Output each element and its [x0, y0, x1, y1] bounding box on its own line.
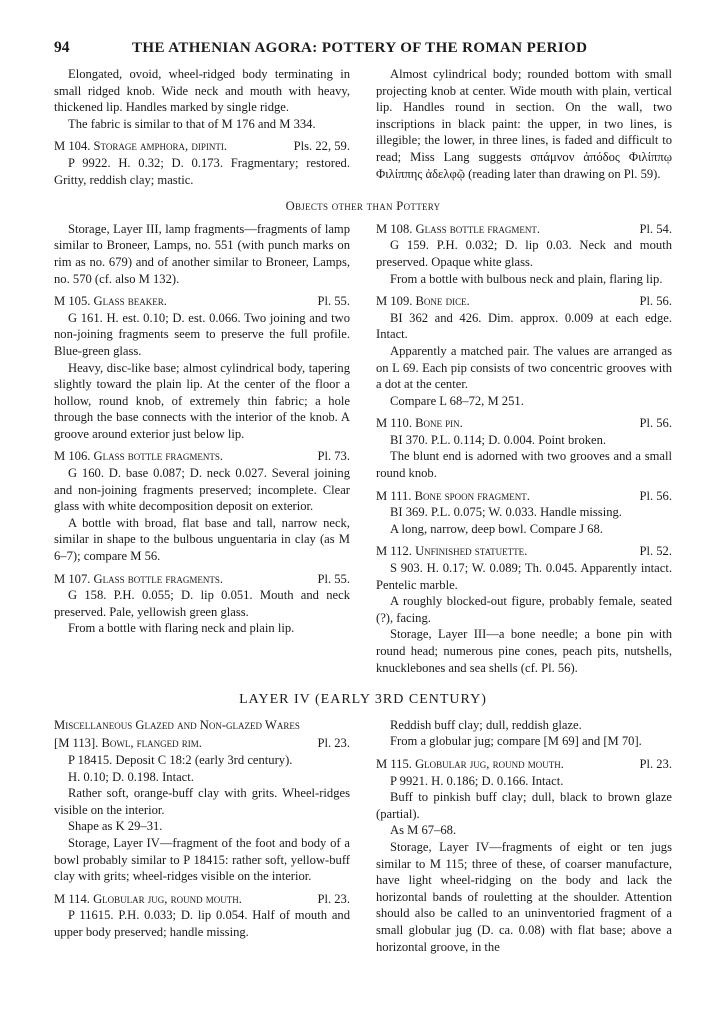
plate-ref: Pl. 54.: [639, 221, 672, 236]
plate-ref: Pl. 56.: [639, 294, 672, 309]
plate-ref: Pl. 52.: [639, 544, 672, 559]
catalog-entry-m111: [376, 488, 672, 538]
entry-title: M 104. Storage amphora, dipinti.: [54, 139, 227, 154]
catalog-entry-m106: [54, 448, 350, 564]
paragraph: Storage, Layer IV—fragments of eight or ten jugs similar to M 115; three of these, of coarser manufacture, have light wheel-ridging on the body and lack the horizontal bands of rouletting at the shoulder. Attention should also be called to an uninventoried fragment of a small globular jug (D. ca. 0.08) with flat base; above a horizontal groove, in the: [376, 839, 672, 954]
entry-title: M 110. Bone pin.: [376, 416, 463, 431]
paragraph: P 9921. H. 0.186; D. 0.166. Intact.: [390, 773, 564, 788]
plate-ref: Pl. 23.: [639, 756, 672, 771]
paragraph: P 9922. H. 0.32; D. 0.173. Fragmentary; restored. Gritty, reddish clay; mastic.: [54, 155, 350, 187]
paragraph: P 11615. P.H. 0.033; D. lip 0.054. Half of mouth and upper body preserved; handle missing.: [54, 908, 350, 939]
right-column-top: [376, 66, 672, 188]
entry-heading: [54, 571, 350, 588]
entry-title: M 115. Globular jug, round mouth.: [376, 756, 564, 771]
layer-heading: LAYER IV (EARLY 3RD CENTURY): [239, 692, 487, 708]
catalog-entry-m107: [54, 571, 350, 637]
paragraph: From a globular jug; compare [M 69] and [M 70].: [390, 734, 642, 749]
entry-heading: [376, 221, 672, 238]
entry-heading: [54, 138, 350, 155]
paragraph: A roughly blocked-out figure, probably female, seated (?), facing.: [376, 594, 672, 625]
paragraph: Buff to pinkish buff clay; dull, black to brown glaze (partial).: [376, 790, 672, 821]
left-column-layer4: [54, 717, 350, 955]
entry-title: M 111. Bone spoon fragment.: [376, 488, 530, 503]
plate-ref: Pl. 23.: [317, 736, 350, 751]
paragraph: Elongated, ovoid, wheel-ridged body terminating in small ridged knob. Wide neck and mouth with heavy, thickened lip. Handles marked by single ridge.: [54, 67, 350, 115]
right-column-layer4: [376, 717, 672, 955]
paragraph: Apparently a matched pair. The values are arranged as on L 69. Each pip consists of two concentric grooves with a dot at the center.: [376, 343, 672, 392]
entry-heading: [54, 448, 350, 465]
entry-heading: [376, 488, 672, 505]
paragraph: G 158. P.H. 0.055; D. lip 0.051. Mouth and neck preserved. Pale, yellowish green glass.: [54, 588, 350, 619]
entry-title: M 114. Globular jug, round mouth.: [54, 891, 242, 906]
layer4-columns: [54, 717, 672, 955]
catalog-entry-m114: [54, 891, 350, 941]
paragraph: H. 0.10; D. 0.198. Intact.: [68, 769, 194, 784]
paragraph: Storage, Layer III, lamp fragments—fragments of lamp similar to Broneer, Lamps, no. 551 (with punch marks on rim as no. 679) and of another similar to Broneer, Lamps, no. 570 (cf. also M 132).: [54, 221, 350, 286]
left-column-objects: [54, 221, 350, 676]
entry-heading: [376, 293, 672, 310]
entry-heading: [376, 756, 672, 773]
paragraph: S 903. H. 0.17; W. 0.089; Th. 0.045. Apparently intact. Pentelic marble.: [376, 561, 672, 592]
paragraph: BI 370. P.L. 0.114; D. 0.004. Point broken.: [390, 432, 607, 447]
paragraph: BI 362 and 426. Dim. approx. 0.009 at each edge. Intact.: [376, 310, 672, 342]
catalog-entry-m109: [376, 293, 672, 409]
entry-heading: [54, 891, 350, 908]
page-header: [54, 40, 672, 66]
paragraph: Almost cylindrical body; rounded bottom with small projecting knob at center. Wide mouth with plain, vertical lip. Handles round in section. On the wall, two inscriptions in black paint: the upper, in two lines, is illegible; the lower, in three lines, is faded and difficult to read; Miss Lang suggests σπάμνον ἀπόδος Φιλίππῳ Φιλίππης ἀδελφῷ (reading later than drawing on Pl. 59).: [376, 67, 672, 181]
paragraph: From a bottle with bulbous neck and plain, flaring lip.: [390, 271, 663, 286]
plate-ref: Pls. 22, 59.: [293, 139, 350, 154]
paragraph: G 160. D. base 0.087; D. neck 0.027. Several joining and non-joining fragments preserved; incomplete. Clear glass with white decomposition deposit on exterior.: [54, 466, 350, 514]
catalog-entry-m108: [376, 221, 672, 287]
entry-title: M 107. Glass bottle fragments.: [54, 571, 224, 586]
paragraph: P 18415. Deposit C 18:2 (early 3rd century).: [68, 752, 293, 767]
plate-ref: Pl. 56.: [639, 488, 672, 503]
subsection-heading: Miscellaneous Glazed and Non-glazed Wares: [54, 717, 300, 732]
entry-title: M 106. Glass bottle fragments.: [54, 449, 224, 464]
left-column-top: [54, 66, 350, 188]
entry-title: M 112. Unfinished statuette.: [376, 544, 528, 559]
entry-heading: [376, 543, 672, 560]
running-title: THE ATHENIAN AGORA: POTTERY OF THE ROMAN PERIOD: [132, 40, 588, 56]
paragraph: G 159. P.H. 0.032; D. lip 0.03. Neck and mouth preserved. Opaque white glass.: [376, 238, 672, 269]
paragraph: Reddish buff clay; dull, reddish glaze.: [390, 717, 582, 732]
plate-ref: Pl. 23.: [317, 891, 350, 906]
section-heading-objects: Objects other than Pottery: [285, 199, 441, 214]
paragraph: Heavy, disc-like base; almost cylindrical body, tapering slightly toward the plain lip. At the center of the floor a hollow, round knob, of extremely thin fabric; a hole through the base connects with the interior of the knob. A groove around exterior just below lip.: [54, 360, 350, 441]
entry-title: M 108. Glass bottle fragment.: [376, 221, 541, 236]
paragraph: Rather soft, orange-buff clay with grits. Wheel-ridges visible on the interior.: [54, 786, 350, 817]
right-column-objects: [376, 221, 672, 676]
catalog-entry-m105: [54, 293, 350, 442]
objects-columns: [54, 221, 672, 676]
paragraph: Shape as K 29–31.: [68, 819, 163, 834]
entry-heading: [376, 415, 672, 432]
paragraph: As M 67–68.: [390, 823, 457, 838]
plate-ref: Pl. 73.: [317, 449, 350, 464]
plate-ref: Pl. 56.: [639, 416, 672, 431]
paragraph: The blunt end is adorned with two grooves and a small round knob.: [376, 449, 672, 481]
paragraph: BI 369. P.L. 0.075; W. 0.033. Handle missing.: [390, 505, 622, 520]
catalog-entry-m104: [54, 138, 350, 188]
paragraph: Compare L 68–72, M 251.: [390, 393, 524, 408]
paragraph: A long, narrow, deep bowl. Compare J 68.: [390, 521, 603, 536]
catalog-entry-m112: [376, 543, 672, 676]
entry-title: M 109. Bone dice.: [376, 294, 470, 309]
page-number: 94: [54, 39, 70, 56]
paragraph: G 161. H. est. 0.10; D. est. 0.066. Two joining and two non-joining fragments seem to preserve the full profile. Blue-green glass.: [54, 310, 350, 358]
entry-title: [M 113]. Bowl, flanged rim.: [54, 736, 202, 751]
paragraph: A bottle with broad, flat base and tall, narrow neck, similar in shape to the bulbous unguentaria in clay (as M 6–7); compare M 56.: [54, 515, 350, 564]
paragraph: Storage, Layer III—a bone needle; a bone pin with round head; numerous pine cones, peach pits, nutshells, knucklebones and sea shells (cf. Pl. 56).: [376, 627, 672, 675]
paragraph: The fabric is similar to that of M 176 and M 334.: [68, 116, 316, 131]
plate-ref: Pl. 55.: [317, 571, 350, 586]
entry-title: M 105. Glass beaker.: [54, 294, 167, 309]
paragraph: From a bottle with flaring neck and plain lip.: [68, 621, 295, 636]
catalog-entry-m115: [376, 756, 672, 955]
top-columns: [54, 66, 672, 188]
entry-heading: [54, 735, 350, 752]
plate-ref: Pl. 55.: [317, 294, 350, 309]
paragraph: Storage, Layer IV—fragment of the foot and body of a bowl probably similar to P 18415: rather soft, yellow-buff clay with grits; wheel-ridges visible on the interior.: [54, 835, 350, 884]
entry-heading: [54, 293, 350, 310]
catalog-entry-m113: [54, 735, 350, 884]
catalog-entry-m110: [376, 415, 672, 481]
